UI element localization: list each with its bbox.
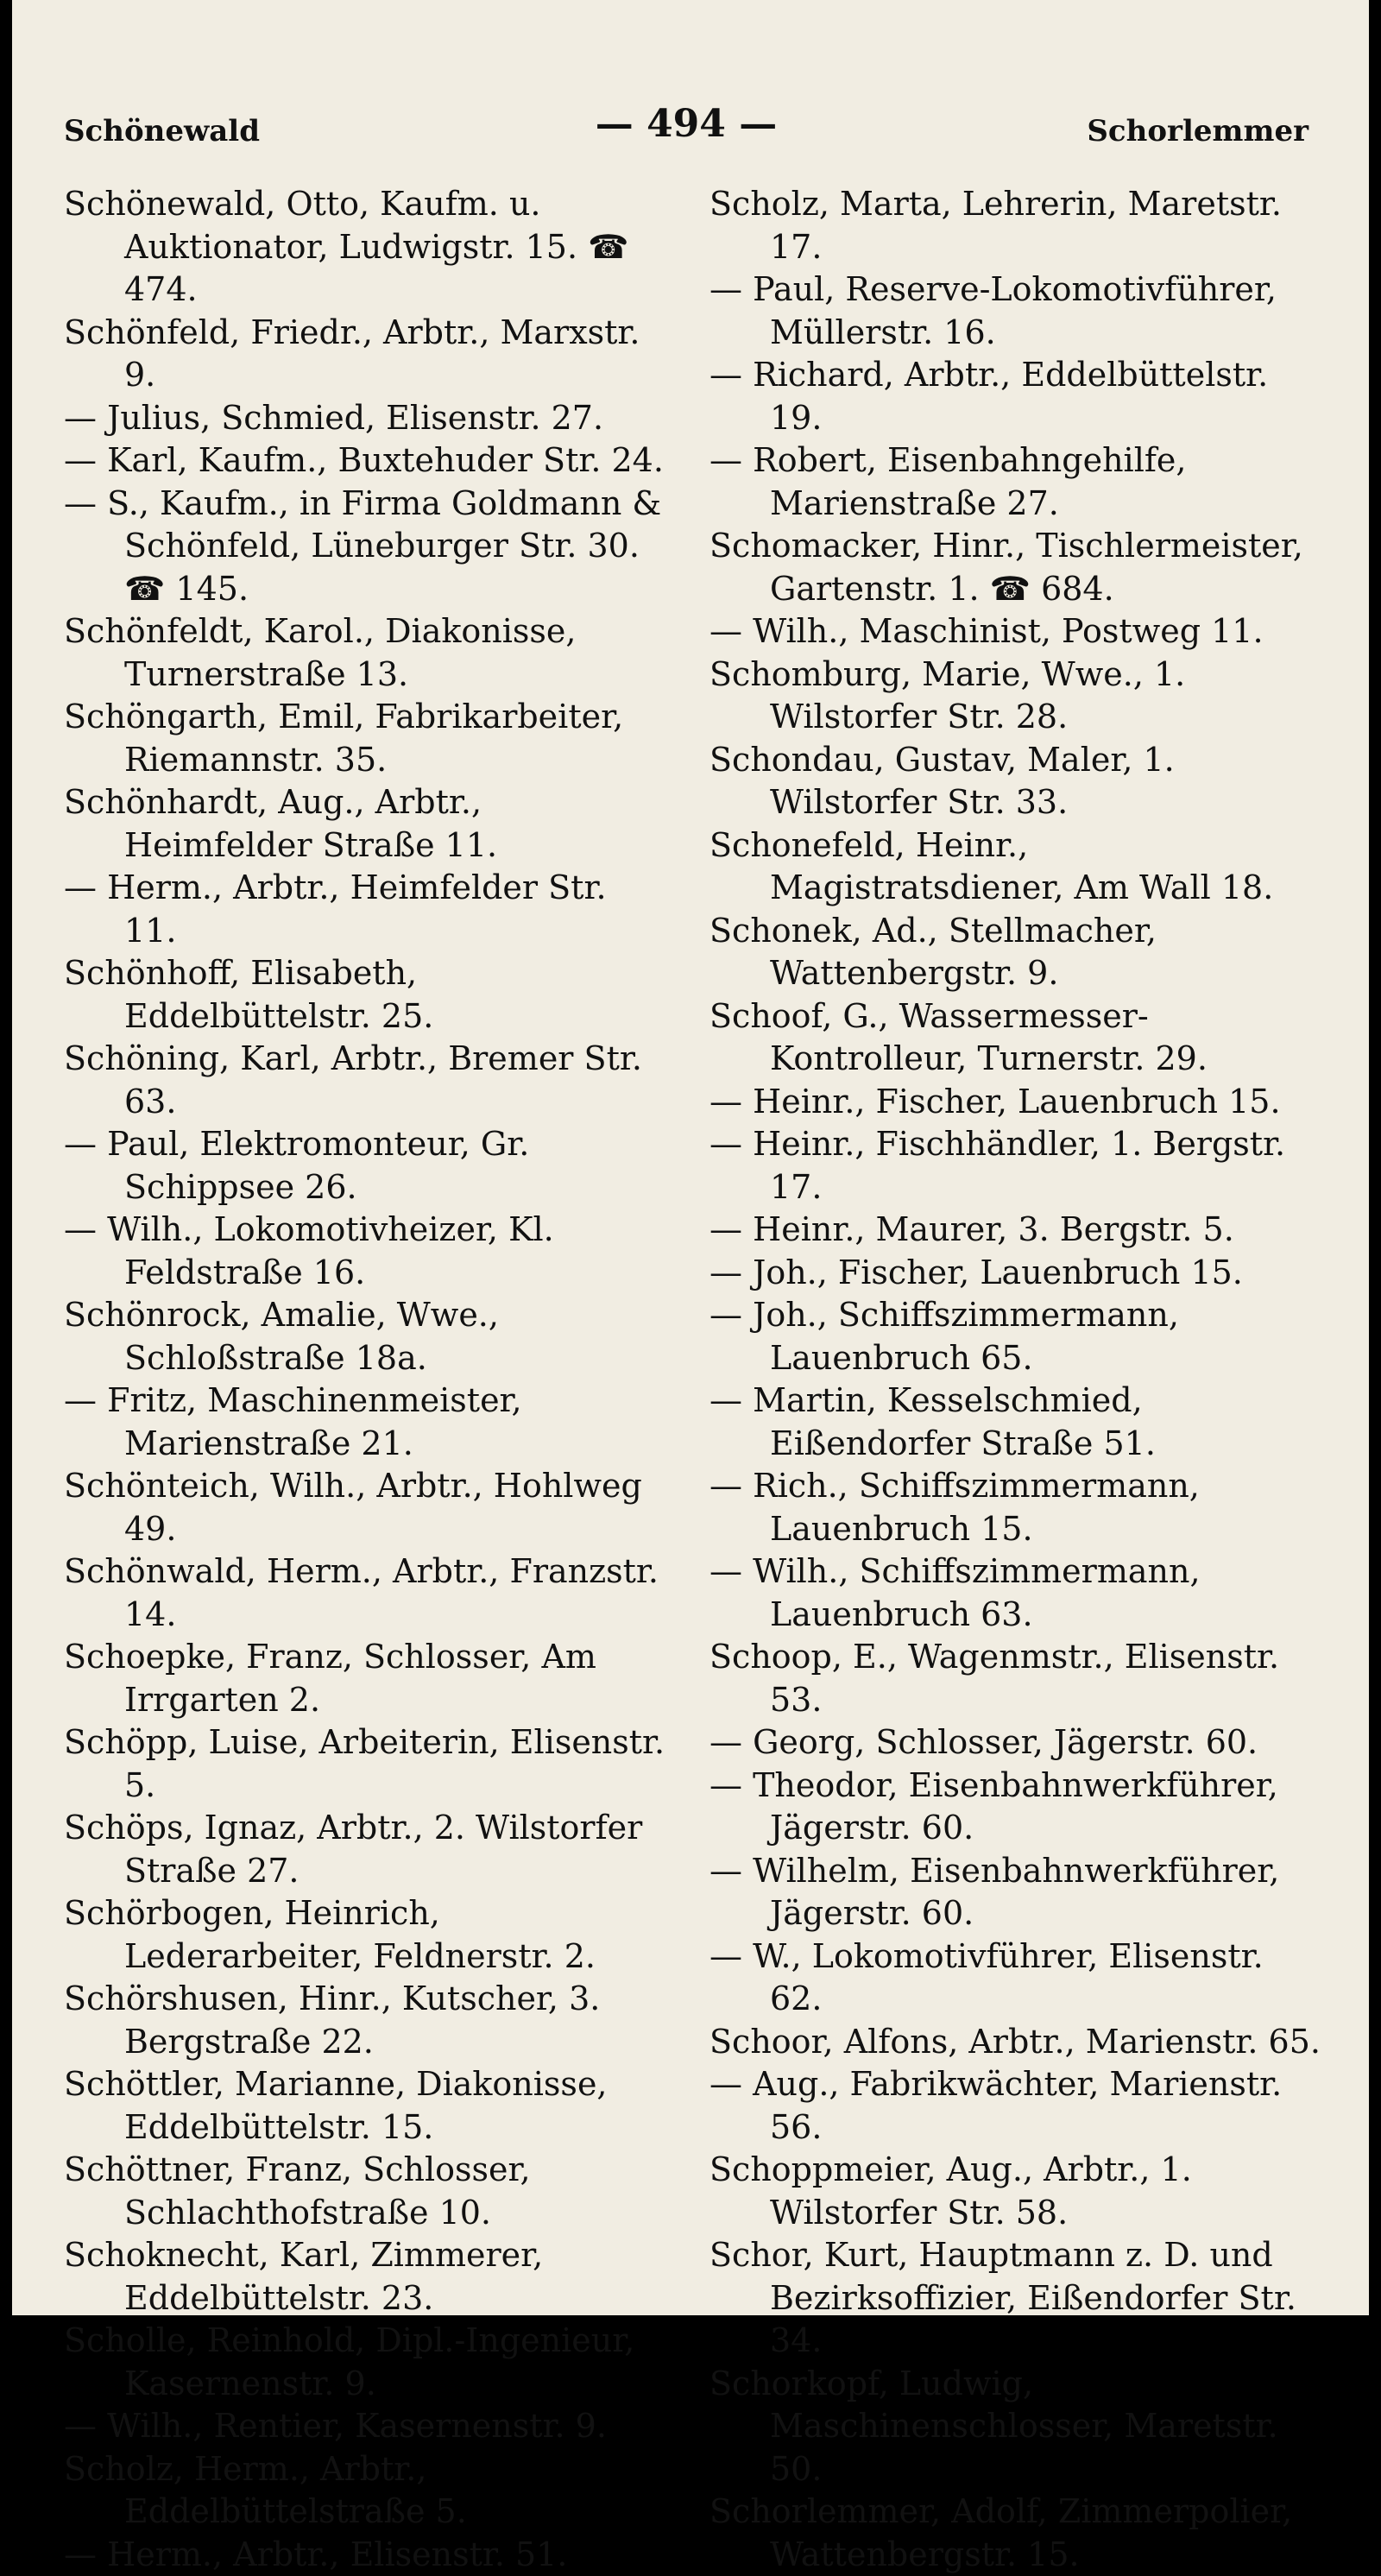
directory-entry: Schonek, Ad., Stellmacher, Wattenbergstr. 9. [709, 910, 1322, 995]
directory-entry: Schoof, G., Wassermesser-Kontrolleur, Turnerstr. 29. [709, 995, 1322, 1081]
directory-entry: — Aug., Fabrikwächter, Marienstr. 56. [709, 2063, 1322, 2149]
directory-entry: — Wilh., Lokomotivheizer, Kl. Feldstraße 16. [64, 1209, 668, 1294]
directory-entry: — Joh., Fischer, Lauenbruch 15. [709, 1252, 1322, 1295]
directory-entry: Schönteich, Wilh., Arbtr., Hohlweg 49. [64, 1465, 668, 1550]
directory-entry: — Karl, Kaufm., Buxtehuder Str. 24. [64, 439, 668, 483]
directory-entry: Schönewald, Otto, Kaufm. u. Auktionator, Ludwigstr. 15. ☎ 474. [64, 183, 668, 312]
directory-entry: — S., Kaufm., in Firma Goldmann & Schönfeld, Lüneburger Str. 30. ☎ 145. [64, 483, 668, 611]
directory-entry: Schoepke, Franz, Schlosser, Am Irrgarten 2. [64, 1636, 668, 1721]
directory-entry: — Wilhelm, Eisenbahnwerkführer, Jägerstr. 60. [709, 1850, 1322, 1935]
directory-entry: Schönhoff, Elisabeth, Eddelbüttelstr. 25. [64, 952, 668, 1038]
directory-entry: Schöttler, Marianne, Diakonisse, Eddelbüttelstr. 15. [64, 2063, 668, 2149]
directory-entry: — Richard, Arbtr., Eddelbüttelstr. 19. [709, 354, 1322, 439]
directory-entry: Schöning, Karl, Arbtr., Bremer Str. 63. [64, 1038, 668, 1123]
directory-entry: Schomburg, Marie, Wwe., 1. Wilstorfer Str. 28. [709, 653, 1322, 739]
directory-entry: — Herm., Arbtr., Heimfelder Str. 11. [64, 867, 668, 952]
right-column [709, 183, 1322, 2576]
directory-entry: Schorlemmer, Adolf, Zimmerpolier, Wattenbergstr. 15. [709, 2491, 1322, 2576]
directory-entry: Schorkopf, Ludwig, Maschinenschlosser, Maretstr. 50. [709, 2363, 1322, 2491]
page-header [64, 102, 1308, 154]
directory-entry: — Joh., Schiffszimmermann, Lauenbruch 65. [709, 1294, 1322, 1380]
directory-entry: — Martin, Kesselschmied, Eißendorfer Straße 51. [709, 1380, 1322, 1465]
left-column [64, 183, 668, 2576]
directory-entry: Schöps, Ignaz, Arbtr., 2. Wilstorfer Straße 27. [64, 1807, 668, 1892]
directory-entry: — Rich., Schiffszimmermann, Lauenbruch 15. [709, 1465, 1322, 1550]
directory-entry: Schönwald, Herm., Arbtr., Franzstr. 14. [64, 1550, 668, 1636]
directory-entry: — W., Lokomotivführer, Elisenstr. 62. [709, 1935, 1322, 2021]
directory-entry: Schörshusen, Hinr., Kutscher, 3. Bergstraße 22. [64, 1978, 668, 2063]
directory-entry: Scholle, Reinhold, Dipl.-Ingenieur, Kasernenstr. 9. [64, 2320, 668, 2405]
directory-entry: Schönrock, Amalie, Wwe., Schloßstraße 18a. [64, 1294, 668, 1380]
header-right-keyword: Schorlemmer [1087, 114, 1308, 148]
directory-entry: — Heinr., Fischer, Lauenbruch 15. [709, 1081, 1322, 1124]
directory-entry: Schoop, E., Wagenmstr., Elisenstr. 53. [709, 1636, 1322, 1721]
directory-entry: — Theodor, Eisenbahnwerkführer, Jägerstr. 60. [709, 1765, 1322, 1850]
directory-entry: — Wilh., Maschinist, Postweg 11. [709, 610, 1322, 653]
directory-entry: Scholz, Herm., Arbtr., Eddelbüttelstraße 5. [64, 2448, 668, 2534]
directory-entry: — Heinr., Fischhändler, 1. Bergstr. 17. [709, 1123, 1322, 1209]
directory-entry: — Heinr., Maurer, 3. Bergstr. 5. [709, 1209, 1322, 1252]
directory-entry: — Robert, Eisenbahngehilfe, Marienstraße 27. [709, 439, 1322, 525]
directory-entry: — Wilh., Rentier, Kasernenstr. 9. [64, 2405, 668, 2448]
directory-entry: Schondau, Gustav, Maler, 1. Wilstorfer Str. 33. [709, 739, 1322, 824]
directory-entry: Schonefeld, Heinr., Magistratsdiener, Am Wall 18. [709, 824, 1322, 910]
directory-entry: Schöttner, Franz, Schlosser, Schlachthofstraße 10. [64, 2149, 668, 2234]
directory-entry: — Herm., Arbtr., Elisenstr. 51. [64, 2534, 668, 2576]
directory-entry: Schoknecht, Karl, Zimmerer, Eddelbüttelstr. 23. [64, 2234, 668, 2320]
directory-entry: Schöngarth, Emil, Fabrikarbeiter, Riemannstr. 35. [64, 696, 668, 781]
directory-entry: Schönfeldt, Karol., Diakonisse, Turnerstraße 13. [64, 610, 668, 696]
directory-entry: Schönhardt, Aug., Arbtr., Heimfelder Straße 11. [64, 781, 668, 867]
directory-entry: Scholz, Marta, Lehrerin, Maretstr. 17. [709, 183, 1322, 268]
directory-entry: Schoppmeier, Aug., Arbtr., 1. Wilstorfer Str. 58. [709, 2149, 1322, 2234]
directory-entry: Schönfeld, Friedr., Arbtr., Marxstr. 9. [64, 312, 668, 397]
directory-entry: Schöpp, Luise, Arbeiterin, Elisenstr. 5. [64, 1721, 668, 1807]
page-number: — 494 — [64, 102, 1308, 146]
directory-entry: Schor, Kurt, Hauptmann z. D. und Bezirksoffizier, Eißendorfer Str. 34. [709, 2234, 1322, 2363]
directory-entry: — Wilh., Schiffszimmermann, Lauenbruch 63. [709, 1550, 1322, 1636]
directory-entry: — Paul, Elektromonteur, Gr. Schippsee 26. [64, 1123, 668, 1209]
directory-entry: — Fritz, Maschinenmeister, Marienstraße 21. [64, 1380, 668, 1465]
directory-page [12, 0, 1369, 2315]
directory-entry: — Georg, Schlosser, Jägerstr. 60. [709, 1721, 1322, 1765]
directory-entry: Schomacker, Hinr., Tischlermeister, Gartenstr. 1. ☎ 684. [709, 525, 1322, 610]
header-left-keyword: Schönewald [64, 114, 260, 148]
directory-entry: — Julius, Schmied, Elisenstr. 27. [64, 397, 668, 440]
directory-entry: — Paul, Reserve-Lokomotivführer, Müllerstr. 16. [709, 268, 1322, 354]
directory-entry: Schoor, Alfons, Arbtr., Marienstr. 65. [709, 2021, 1322, 2064]
directory-entry: Schörbogen, Heinrich, Lederarbeiter, Feldnerstr. 2. [64, 1892, 668, 1978]
